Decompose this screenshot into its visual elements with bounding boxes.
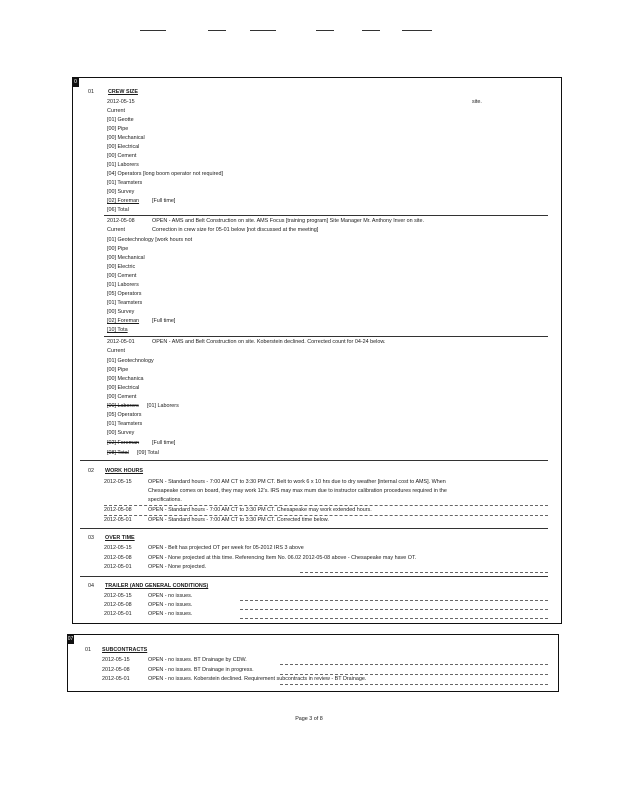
- crew-line: [00] Electric: [107, 264, 136, 270]
- trailer-date: 2012-05-15: [104, 593, 132, 599]
- crew-line: [01] Teamsters: [107, 300, 143, 306]
- overtime-date: 2012-05-01: [104, 564, 132, 570]
- work-hours-number: 02: [88, 468, 94, 474]
- section-a-box: [72, 77, 562, 624]
- crew-line: [05] Operators: [107, 412, 142, 418]
- overtime-text: OPEN - Belt has projected OT per week for 05-2012 IRS 3 above: [148, 545, 304, 551]
- work-hours-date: 2012-05-15: [104, 479, 132, 485]
- crew-block2-correction: Correction in crew size for 05-01 below [not discussed at the meeting]: [152, 227, 319, 233]
- crew-line: [00] Survey: [107, 309, 135, 315]
- crew-line: [01] Laborers: [107, 162, 139, 168]
- crew-size-side-note: site.: [472, 99, 482, 105]
- crew-line: [00] Pipe: [107, 246, 129, 252]
- crew-line: [00] Electrical: [107, 144, 140, 150]
- crew-line: [00] Pipe: [107, 126, 129, 132]
- divider: [104, 515, 548, 516]
- section-b-tab: 07: [67, 636, 74, 642]
- work-hours-text: specifications.: [148, 497, 182, 503]
- crew-line: [01] Teamsters: [107, 421, 143, 427]
- trailer-text: OPEN - no issues.: [148, 602, 193, 608]
- subcontracts-date: 2012-05-08: [102, 667, 130, 673]
- subcontracts-text: OPEN - no issues. Koberstein declined. Requirement subcontracts in review - BT Drainage.: [148, 676, 367, 682]
- crew-line: [00] Cement: [107, 273, 137, 279]
- subcontracts-text: OPEN - no issues. BT Drainage by CDW.: [148, 657, 247, 663]
- trailer-title: TRAILER (AND GENERAL CONDITIONS): [105, 583, 209, 589]
- crew-line-laborers-struck: [00] Laborers: [107, 403, 139, 409]
- crew-size-title: CREW SIZE: [108, 89, 138, 95]
- crew-line: [00] Cement: [107, 394, 137, 400]
- divider: [280, 664, 548, 665]
- crew-line: [01] Geotechnology: [107, 358, 154, 364]
- work-hours-text: OPEN - Standard hours - 7:00 AM CT to 3:30 PM CT. Belt to work 6 x 10 hrs due to dry weather [internal cost to AMS]. When: [148, 479, 446, 485]
- section-a-tab: 0: [72, 77, 79, 87]
- divider: [280, 684, 548, 685]
- overtime-text: OPEN - None projected at this time. Referencing Item No. 06.02 2012-05-08 above - Chesapeake may have OT.: [148, 555, 417, 561]
- work-hours-text: OPEN - Standard hours - 7:00 AM CT to 3:30 PM CT. Corrected time below.: [148, 517, 329, 523]
- subcontracts-text: OPEN - no issues. BT Drainage in progress.: [148, 667, 254, 673]
- crew-line-total-corrected: [09] Total: [137, 450, 159, 456]
- crew-line: [00] Mechanical: [107, 135, 145, 141]
- crew-fulltime-note: [Full time]: [152, 198, 176, 204]
- crew-line: [01] Teamsters: [107, 180, 143, 186]
- crew-block2-current: Current: [107, 227, 125, 233]
- crew-block2-date: 2012-05-08: [107, 218, 135, 224]
- crew-line: [01] Laborers: [107, 282, 139, 288]
- crew-fulltime-note: [Full time]: [152, 440, 176, 446]
- divider: [104, 505, 548, 506]
- crew-line-total: [10] Tota: [107, 327, 128, 333]
- divider: [104, 215, 548, 216]
- divider: [240, 600, 548, 601]
- trailer-text: OPEN - no issues.: [148, 593, 193, 599]
- crew-line: [00] Mechanica: [107, 376, 144, 382]
- crew-line: [01] Geotte: [107, 117, 134, 123]
- work-hours-date: 2012-05-01: [104, 517, 132, 523]
- crew-line: [00] Survey: [107, 430, 135, 436]
- crew-line: [05] Operators: [107, 291, 142, 297]
- overtime-date: 2012-05-15: [104, 545, 132, 551]
- crew-line: [00] Pipe: [107, 367, 129, 373]
- divider: [240, 609, 548, 610]
- crew-line-foreman: [02] Foreman: [107, 198, 140, 204]
- page-number: Page 3 of 8: [295, 716, 323, 722]
- overtime-title: OVER TIME: [105, 535, 135, 541]
- divider: [240, 618, 548, 619]
- trailer-number: 04: [88, 583, 94, 589]
- crew-line-foreman-struck: [02] Foreman: [107, 440, 140, 446]
- crew-line-total-struck: [08] Total: [107, 450, 129, 456]
- overtime-number: 03: [88, 535, 94, 541]
- divider: [280, 674, 548, 675]
- subcontracts-date: 2012-05-15: [102, 657, 130, 663]
- crew-line: [04] Operators [long boom operator not required]: [107, 171, 223, 177]
- trailer-text: OPEN - no issues.: [148, 611, 193, 617]
- crew-block3-date: 2012-05-01: [107, 339, 135, 345]
- crew-block2-status: OPEN - AMS and Belt Construction on site. AMS Focus [training program] Site Manager Mr. Anthony Inver on site.: [152, 218, 425, 224]
- crew-line-total: [06] Total: [107, 207, 129, 213]
- divider: [80, 528, 548, 529]
- crew-line: [00] Electrical: [107, 385, 140, 391]
- crew-line-foreman: [02] Foreman: [107, 318, 140, 324]
- trailer-date: 2012-05-08: [104, 602, 132, 608]
- crew-line: [01] Geotechnology [work hours not: [107, 237, 193, 243]
- divider: [104, 336, 548, 337]
- crew-block3-status: OPEN - AMS and Belt Construction on site. Koberstein declined. Corrected count for 04-24 below.: [152, 339, 386, 345]
- work-hours-text: OPEN - Standard hours - 7:00 AM CT to 3:30 PM CT. Chesapeake may work extended hours.: [148, 507, 372, 513]
- divider: [300, 572, 548, 573]
- crew-size-number: 01: [88, 89, 94, 95]
- divider: [80, 460, 548, 461]
- crew-fulltime-note: [Full time]: [152, 318, 176, 324]
- work-hours-date: 2012-05-08: [104, 507, 132, 513]
- header-redaction-marks: [140, 30, 440, 34]
- trailer-date: 2012-05-01: [104, 611, 132, 617]
- subcontracts-number: 01: [85, 647, 91, 653]
- crew-block3-current: Current: [107, 348, 125, 354]
- overtime-date: 2012-05-08: [104, 555, 132, 561]
- crew-line: [00] Cement: [107, 153, 137, 159]
- crew-line-laborers-corrected: [01] Laborers: [147, 403, 179, 409]
- work-hours-title: WORK HOURS: [105, 468, 144, 474]
- work-hours-text: Chesapeake comes on board, they may work 12's. IRS may max mum due to instructor calibration procedures required in the: [148, 488, 447, 494]
- subcontracts-date: 2012-05-01: [102, 676, 130, 682]
- crew-line: [00] Survey: [107, 189, 135, 195]
- divider: [80, 576, 548, 577]
- overtime-text: OPEN - None projected.: [148, 564, 207, 570]
- subcontracts-title: SUBCONTRACTS: [102, 647, 148, 653]
- crew-block1-current: Current: [107, 108, 125, 114]
- crew-block1-date: 2012-05-15: [107, 99, 135, 105]
- crew-line: [00] Mechanical: [107, 255, 145, 261]
